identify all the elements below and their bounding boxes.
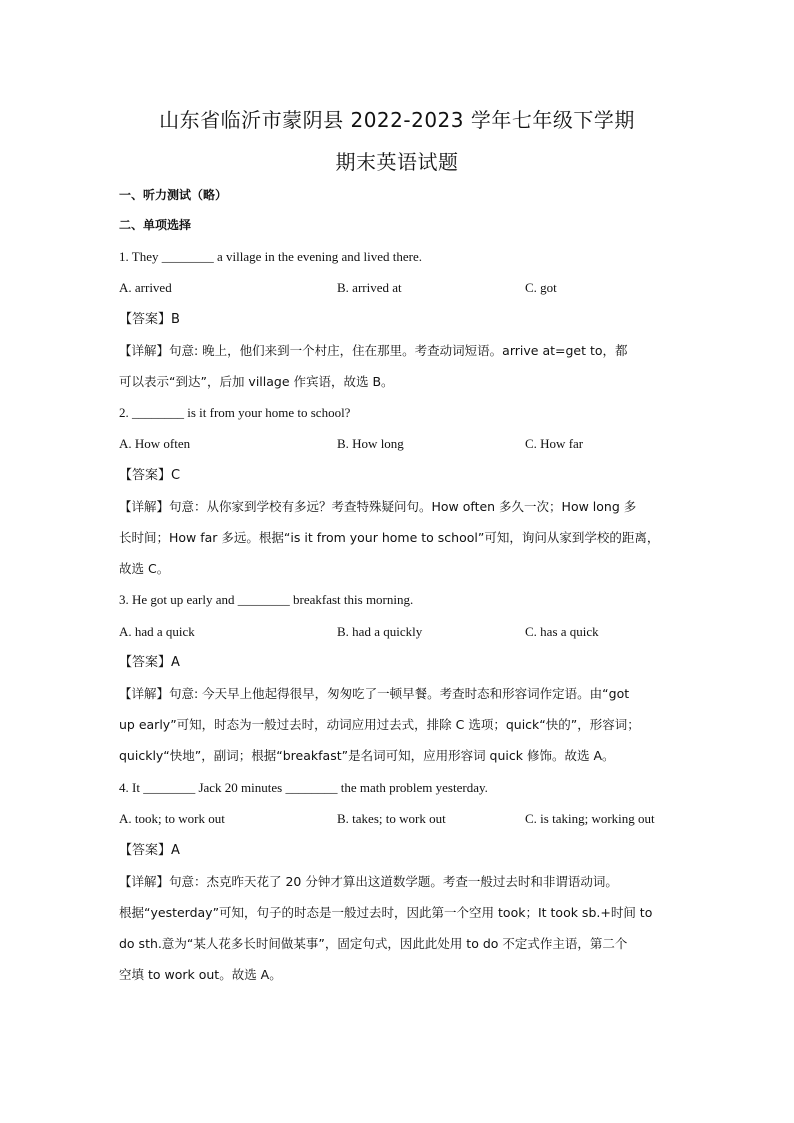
question-2-option-c: C. How far bbox=[525, 436, 584, 451]
question-1-stem: 1. They ________ a village in the evening and lived there. bbox=[119, 249, 423, 264]
question-2-answer: 【答案】C bbox=[119, 468, 181, 483]
question-1-option-b: B. arrived at bbox=[337, 280, 402, 295]
question-2-explanation-line-3: 故选 C。 bbox=[119, 561, 170, 576]
question-2-option-b: B. How long bbox=[337, 436, 404, 451]
question-2-explanation-line-2: 长时间；How far 多远。根据“is it from your home to school”可知，询问从家到学校的距离， bbox=[119, 530, 660, 545]
question-3-explanation-line-1: 【详解】句意: 今天早上他起得很早，匆匆吃了一顿早餐。考查时态和形容词作定语。由“got bbox=[119, 686, 630, 701]
question-1-option-a: A. arrived bbox=[119, 280, 172, 295]
question-4-option-c: C. is taking; working out bbox=[525, 811, 655, 826]
section-single-choice: 二、单项选择 bbox=[119, 218, 192, 232]
question-4-explanation-line-3: do sth.意为“某人花多长时间做某事”，固定句式，因此此处用 to do 不定式作主语，第二个 bbox=[119, 936, 628, 951]
section-listening: 一、听力测试（略） bbox=[119, 188, 228, 202]
title-line-2: 期末英语试题 bbox=[335, 150, 459, 174]
question-3-explanation-line-2: up early”可知，时态为一般过去时，动词应用过去式，排除 C 选项；quick“快的”，形容词； bbox=[119, 717, 640, 732]
question-3-answer: 【答案】A bbox=[119, 655, 180, 670]
title-line-1: 山东省临沂市蒙阴县 2022-2023 学年七年级下学期 bbox=[159, 108, 635, 132]
question-4-explanation-line-2: 根据“yesterday”可知，句子的时态是一般过去时，因此第一个空用 took；It took sb.+时间 to bbox=[119, 905, 653, 920]
question-3-option-b: B. had a quickly bbox=[337, 624, 423, 639]
question-4-option-b: B. takes; to work out bbox=[337, 811, 446, 826]
question-3-option-a: A. had a quick bbox=[119, 624, 195, 639]
question-2-stem: 2. ________ is it from your home to school? bbox=[119, 405, 351, 420]
question-4-stem: 4. It ________ Jack 20 minutes ________ the math problem yesterday. bbox=[119, 780, 488, 795]
question-3-option-c: C. has a quick bbox=[525, 624, 599, 639]
question-1-explanation-line-2: 可以表示“到达”，后加 village 作宾语，故选 B。 bbox=[119, 374, 394, 389]
question-4-answer: 【答案】A bbox=[119, 843, 180, 858]
question-1-answer: 【答案】B bbox=[119, 312, 180, 327]
question-1-explanation-line-1: 【详解】句意: 晚上，他们来到一个村庄，住在那里。考查动词短语。arrive at=get to，都 bbox=[119, 343, 628, 358]
question-1-option-c: C. got bbox=[525, 280, 557, 295]
question-3-explanation-line-3: quickly“快地”，副词；根据“breakfast”是名词可知，应用形容词 quick 修饰。故选 A。 bbox=[119, 748, 615, 763]
question-4-option-a: A. took; to work out bbox=[119, 811, 225, 826]
question-4-explanation-line-4: 空填 to work out。故选 A。 bbox=[119, 967, 282, 982]
question-2-explanation-line-1: 【详解】句意：从你家到学校有多远？考查特殊疑问句。How often 多久一次；How long 多 bbox=[119, 499, 637, 514]
question-2-option-a: A. How often bbox=[119, 436, 191, 451]
question-3-stem: 3. He got up early and ________ breakfast this morning. bbox=[119, 592, 414, 607]
question-4-explanation-line-1: 【详解】句意：杰克昨天花了 20 分钟才算出这道数学题。考查一般过去时和非谓语动词。 bbox=[119, 874, 618, 889]
